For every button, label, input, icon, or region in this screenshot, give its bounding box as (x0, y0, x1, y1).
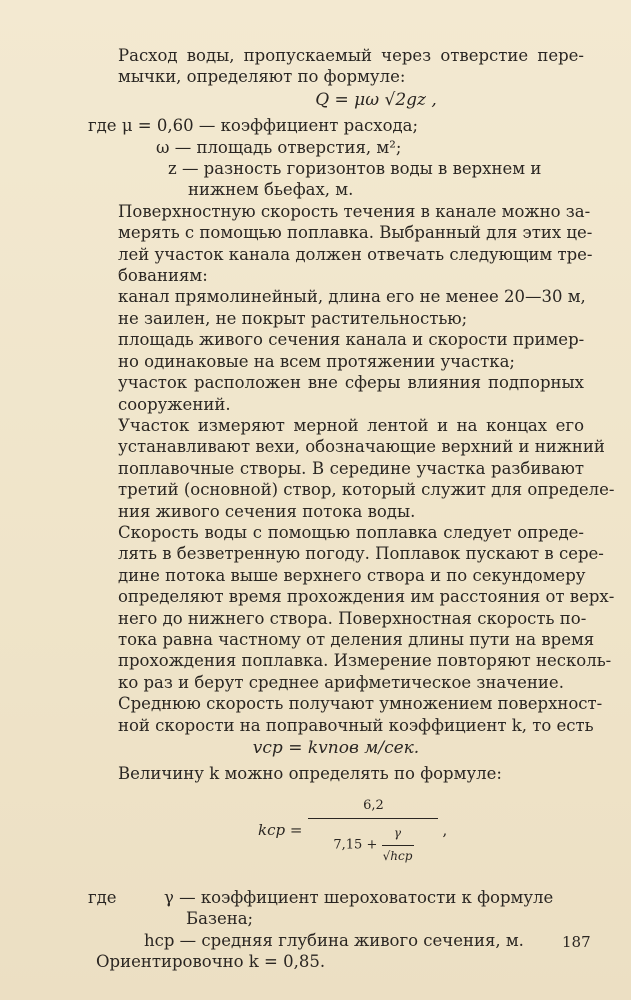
page-content (88, 45, 615, 972)
definition-row (88, 930, 584, 951)
definitions-1 (88, 115, 584, 201)
text-line: ко раз и берут среднее арифметическое значение. (118, 672, 564, 692)
definition-line: γ — коэффициент шероховатости к формуле (164, 887, 554, 907)
definition-line: где μ = 0,60 — коэффициент расхода; (88, 116, 419, 136)
fraction-numerator: 6,2 (363, 797, 384, 813)
paragraph-9: Величину k можно определять по формуле: (118, 764, 502, 784)
paragraph-3 (88, 286, 584, 329)
paragraph-2 (88, 201, 593, 287)
definition-line: hср — средняя глубина живого сечения, м. (144, 930, 524, 950)
page-number: 187 (562, 933, 591, 951)
definition-line: нижнем бьефах, м. (188, 180, 354, 200)
where-label: где (88, 887, 117, 907)
text-line: ной скорости на поправочный коэффициент k, то есть (118, 715, 594, 735)
definition-line: ω — площадь отверстия, м²; (156, 137, 402, 157)
text-line: участок расположен вне сферы влияния подпорных (118, 373, 584, 393)
text-line: сооружений. (118, 394, 231, 414)
text-line: тока равна частному от деления длины пути на время (118, 629, 595, 649)
definition-line: Базена; (186, 909, 254, 929)
definition-row (88, 887, 584, 908)
formula-discharge: Q = μω √2gz , (315, 89, 437, 110)
fraction-trailing-comma: , (442, 821, 448, 840)
text-line: бованиям: (118, 266, 208, 286)
paragraph-6 (88, 415, 615, 522)
text-line: Участок измеряют мерной лентой и на концах его (118, 415, 584, 435)
inner-numerator: γ (393, 826, 402, 841)
text-line: ния живого сечения потока воды. (118, 501, 416, 521)
text-line: но одинаковые на всем протяжении участка; (118, 351, 515, 371)
text-line: лей участок канала должен отвечать следующим тре- (118, 244, 593, 264)
text-line: дине потока выше верхнего створа и по секундомеру (118, 565, 586, 585)
text-line: канал прямолинейный, длина его не менее 20—30 м, (118, 287, 586, 307)
inner-fraction (382, 823, 414, 867)
paragraph-8 (88, 693, 603, 736)
text-line: устанавливают вехи, обозначающие верхний и нижний (118, 437, 605, 457)
text-line: лять в безветренную погоду. Поплавок пускают в сере- (118, 544, 604, 564)
denominator-constant: 7,15 + (333, 837, 378, 853)
paragraph-1 (88, 45, 584, 88)
paragraph-7 (88, 522, 615, 693)
fraction-denominator (333, 819, 413, 867)
text-line: мычки, определяют по формуле: (118, 67, 406, 87)
text-line: площадь живого сечения канала и скорости пример- (118, 330, 585, 350)
paragraph-10: Ориентировочно k = 0,85. (96, 952, 326, 972)
text-line: него до нижнего створа. Поверхностная скорость по- (118, 608, 587, 628)
text-line: Поверхностную скорость течения в канале можно за- (118, 201, 591, 221)
text-line: Скорость воды с помощью поплавка следует опреде- (118, 522, 584, 542)
text-line: третий (основной) створ, который служит для определе- (118, 480, 615, 500)
paragraph-4 (88, 329, 584, 372)
definition-row (88, 908, 584, 929)
text-line: определяют время прохождения им расстояния от верх- (118, 587, 615, 607)
definitions-2 (88, 887, 584, 951)
inner-denominator: √hср (382, 848, 413, 863)
text-line: Расход воды, пропускаемый через отверстие пере- (118, 46, 584, 65)
formula-mean-velocity: vср = kvпов м/сек. (252, 738, 420, 758)
fraction (258, 795, 447, 867)
text-line: Среднюю скорость получают умножением поверхност- (118, 694, 603, 714)
definition-line: z — разность горизонтов воды в верхнем и (168, 159, 542, 179)
text-line: поплавочные створы. В середине участка разбивают (118, 458, 584, 478)
formula-coefficient (88, 789, 584, 881)
text-line: не заилен, не покрыт растительностью; (118, 308, 468, 328)
paragraph-5 (88, 372, 584, 415)
text-line: прохождения поплавка. Измерение повторяют несколь- (118, 651, 612, 671)
text-line: мерять с помощью поплавка. Выбранный для этих це- (118, 223, 593, 243)
fraction-lhs: kср = (258, 821, 303, 840)
fraction-box (308, 795, 438, 867)
